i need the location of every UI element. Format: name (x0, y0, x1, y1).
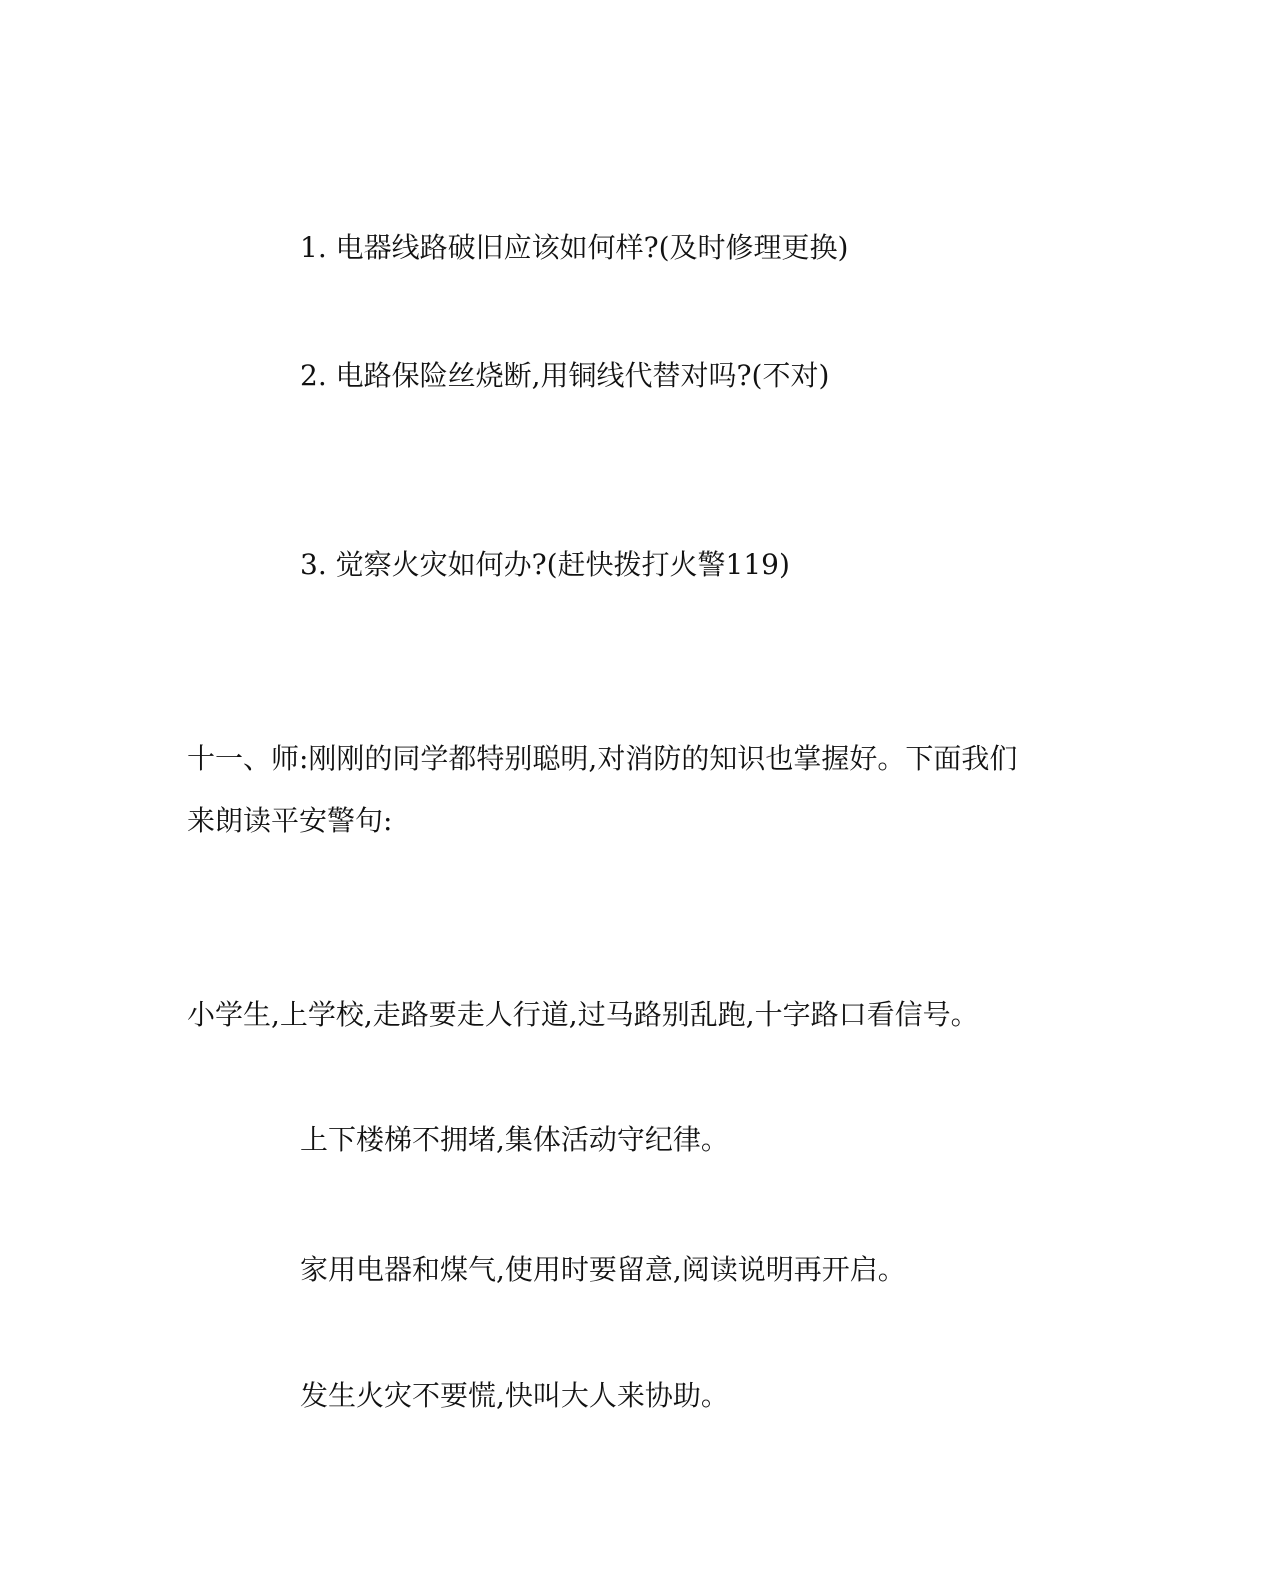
safety-slogan-4: 发生火灾不要慌,快叫大人来协助。 (300, 1379, 729, 1412)
section-11-text-line-2: 来朗读平安警句: (187, 804, 393, 837)
section-11-text-line-1: 十一、师:刚刚的同学都特别聪明,对消防的知识也掌握好。下面我们 (187, 742, 1018, 775)
question-1: 1. 电器线路破旧应该如何样?(及时修理更换) (300, 231, 849, 264)
question-2: 2. 电路保险丝烧断,用铜线代替对吗?(不对) (300, 359, 830, 392)
safety-slogan-3: 家用电器和煤气,使用时要留意,阅读说明再开启。 (300, 1253, 906, 1286)
question-3: 3. 觉察火灾如何办?(赶快拨打火警119) (300, 548, 790, 581)
safety-slogan-2: 上下楼梯不拥堵,集体活动守纪律。 (300, 1123, 729, 1156)
safety-slogan-1: 小学生,上学校,走路要走人行道,过马路别乱跑,十字路口看信号。 (187, 998, 979, 1031)
